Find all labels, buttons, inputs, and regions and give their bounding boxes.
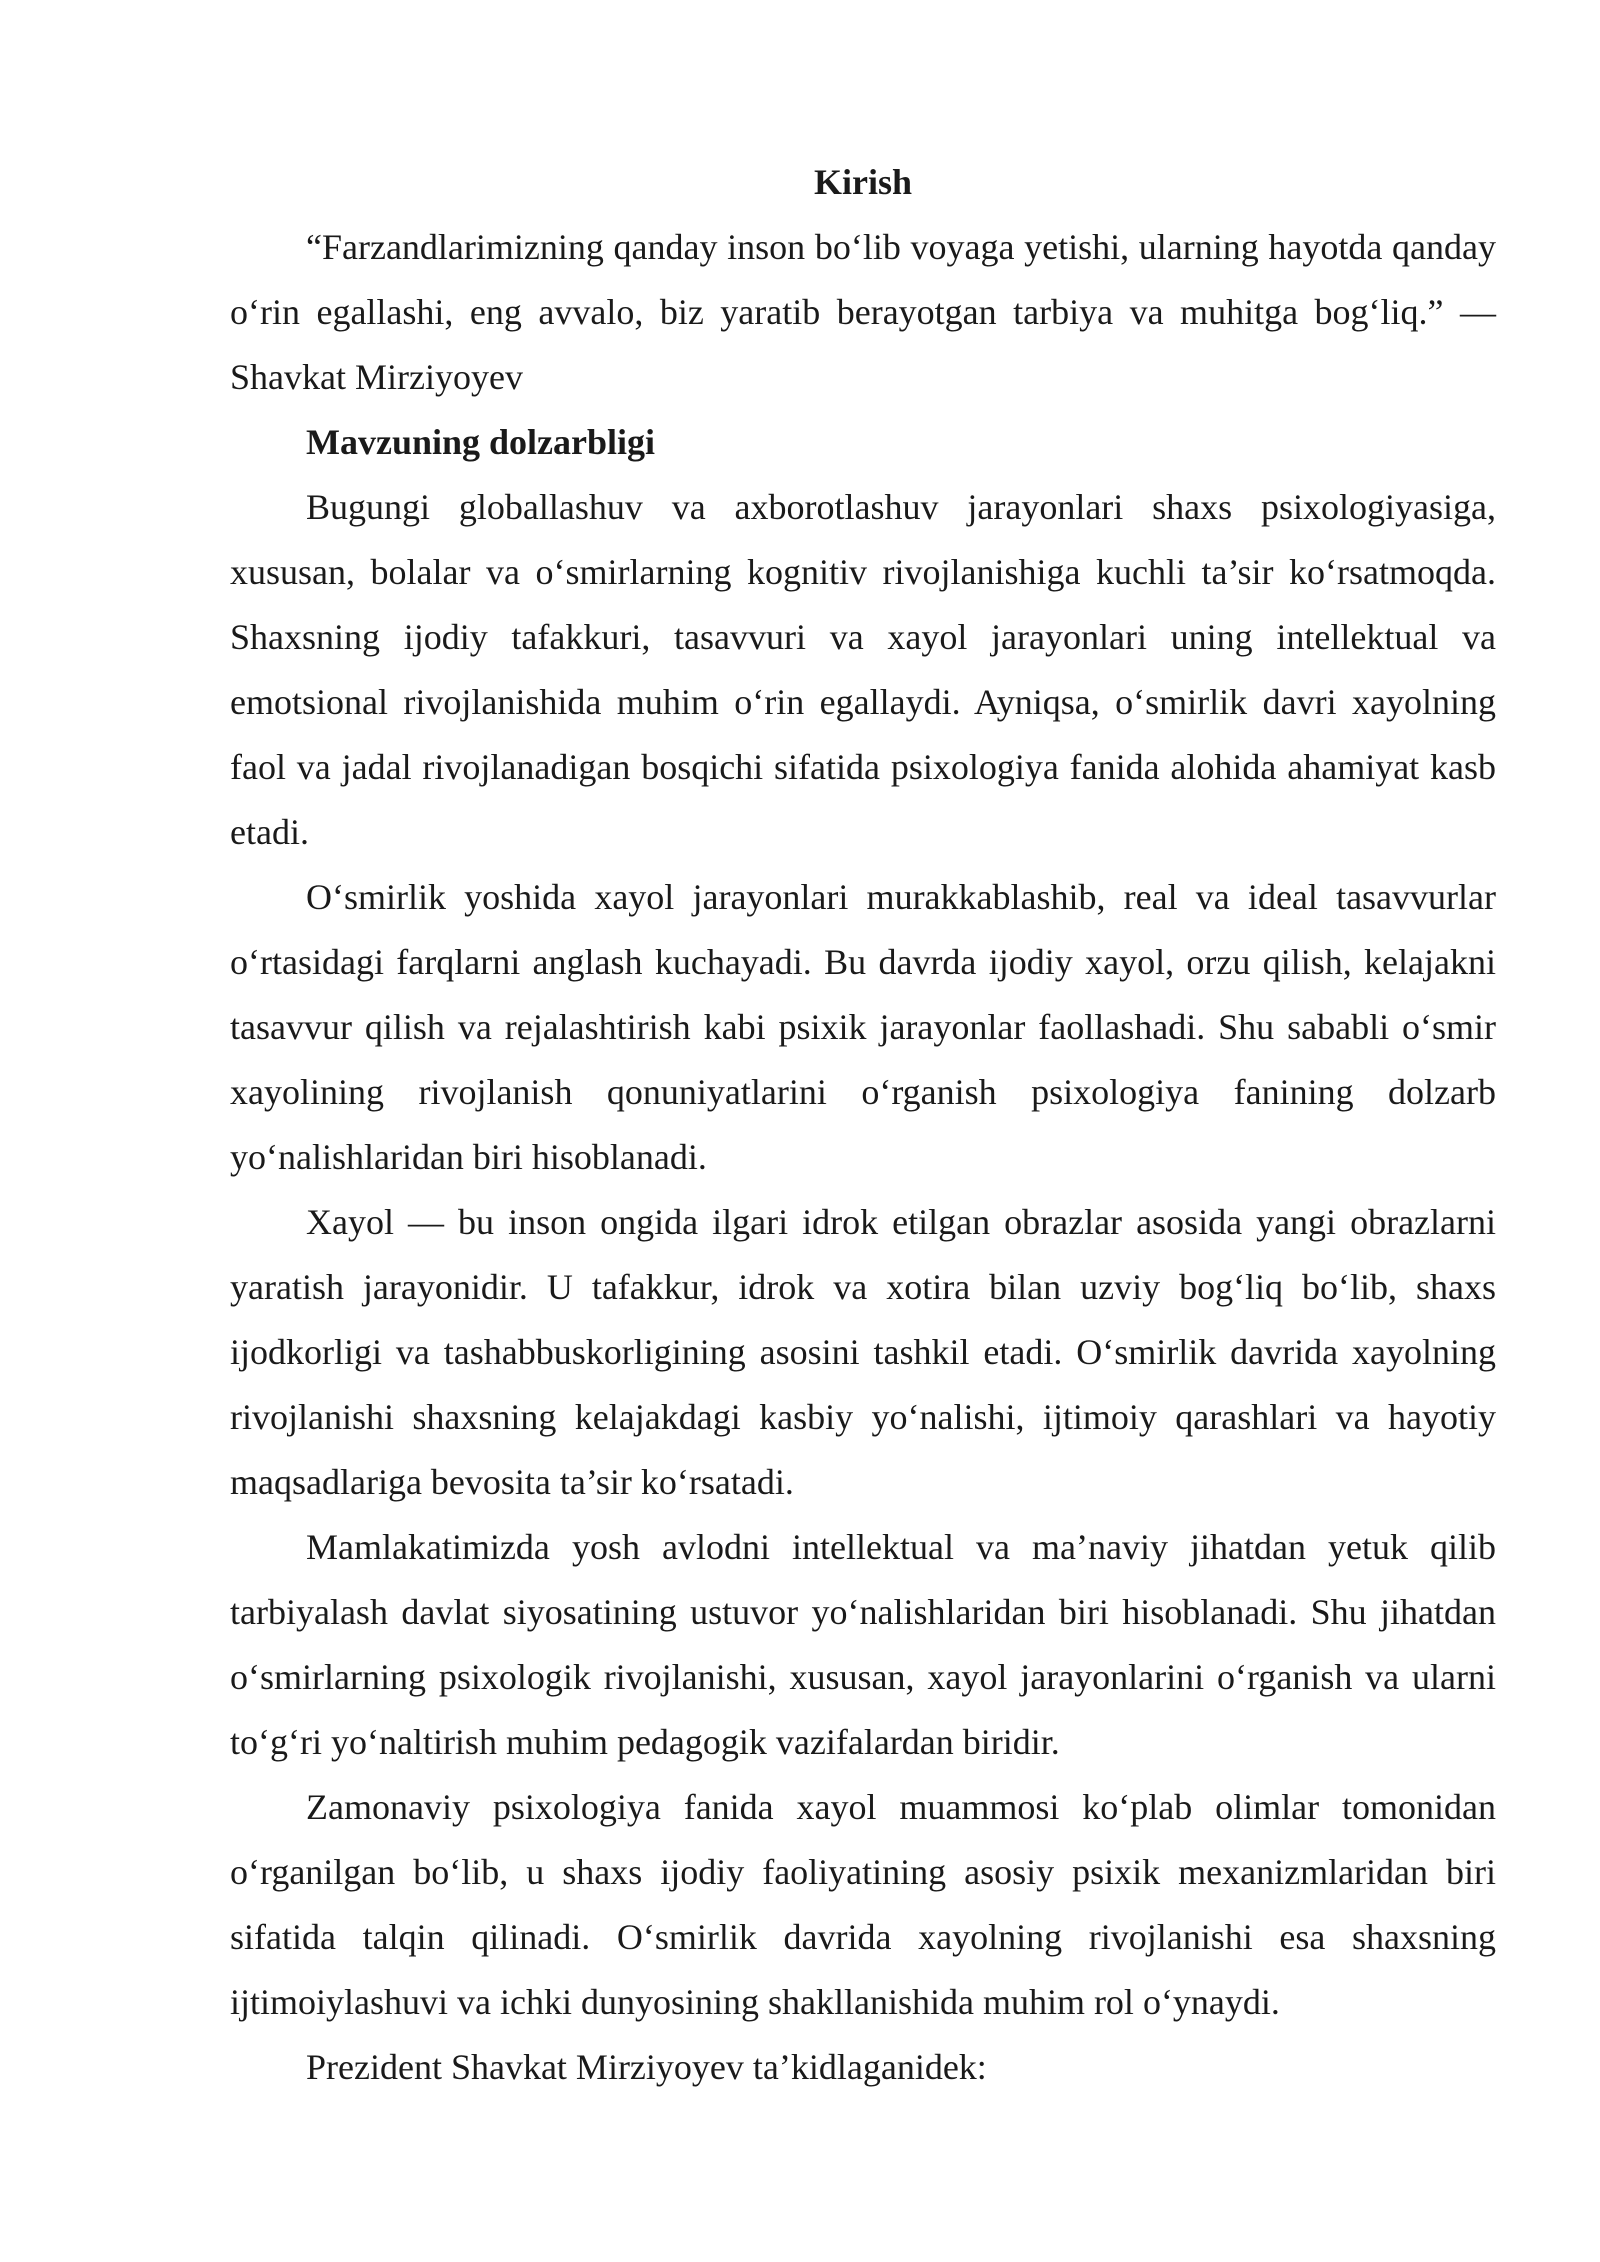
body-paragraph: Prezident Shavkat Mirziyoyev ta’kidlaganidek: (306, 2047, 987, 2087)
page-title: Kirish (813, 162, 912, 202)
section-heading: Mavzuning dolzarbligi (306, 422, 656, 462)
body-paragraph: Xayol — bu inson ongida ilgari idrok etilgan obrazlar asosida yangi obrazlarni yaratish jarayonidir. U tafakkur, idrok va xotira bilan uzviy bog‘liq bo‘lib, shaxs ijodkorligi va tashabbuskorligining asosini tashkil etadi. O‘smirlik davrida xayolning rivojlanishi shaxsning kelajakdagi kasbiy yo‘nalishi, ijtimoiy qarashlari va hayotiy maqsadlariga bevosita ta’sir ko‘rsatadi. (230, 1202, 1496, 1502)
body-paragraph: Bugungi globallashuv va axborotlashuv jarayonlari shaxs psixologiyasiga, xususan, bolalar va o‘smirlarning kognitiv rivojlanishiga kuchli ta’sir ko‘rsatmoqda. Shaxsning ijodiy tafakkuri, tasavvuri va xayol jarayonlari uning intellektual va emotsional rivojlanishida muhim o‘rin egallaydi. Ayniqsa, o‘smirlik davri xayolning faol va jadal rivojlanadigan bosqichi sifatida psixologiya fanida alohida ahamiyat kasb etadi. (230, 487, 1496, 852)
document-page (230, 150, 1496, 2100)
body-paragraph: Zamonaviy psixologiya fanida xayol muammosi ko‘plab olimlar tomonidan o‘rganilgan bo‘lib, u shaxs ijodiy faoliyatining asosiy psixik mexanizmlaridan biri sifatida talqin qilinadi. O‘smirlik davrida xayolning rivojlanishi esa shaxsning ijtimoiylashuvi va ichki dunyosining shakllanishida muhim rol o‘ynaydi. (230, 1787, 1496, 2022)
body-paragraph: Mamlakatimizda yosh avlodni intellektual va ma’naviy jihatdan yetuk qilib tarbiyalash davlat siyosatining ustuvor yo‘nalishlaridan biri hisoblanadi. Shu jihatdan o‘smirlarning psixologik rivojlanishi, xususan, xayol jarayonlarini o‘rganish va ularni to‘g‘ri yo‘naltirish muhim pedagogik vazifalardan biridir. (230, 1527, 1496, 1762)
epigraph-quote: “Farzandlarimizning qanday inson bo‘lib voyaga yetishi, ularning hayotda qanday o‘rin egallashi, eng avvalo, biz yaratib berayotgan tarbiya va muhitga bog‘liq.” — Shavkat Mirziyoyev (230, 227, 1496, 397)
body-paragraph: O‘smirlik yoshida xayol jarayonlari murakkablashib, real va ideal tasavvurlar o‘rtasidagi farqlarni anglash kuchayadi. Bu davrda ijodiy xayol, orzu qilish, kelajakni tasavvur qilish va rejalashtirish kabi psixik jarayonlar faollashadi. Shu sababli o‘smir xayolining rivojlanish qonuniyatlarini o‘rganish psixologiya fanining dolzarb yo‘nalishlaridan biri hisoblanadi. (230, 877, 1496, 1177)
